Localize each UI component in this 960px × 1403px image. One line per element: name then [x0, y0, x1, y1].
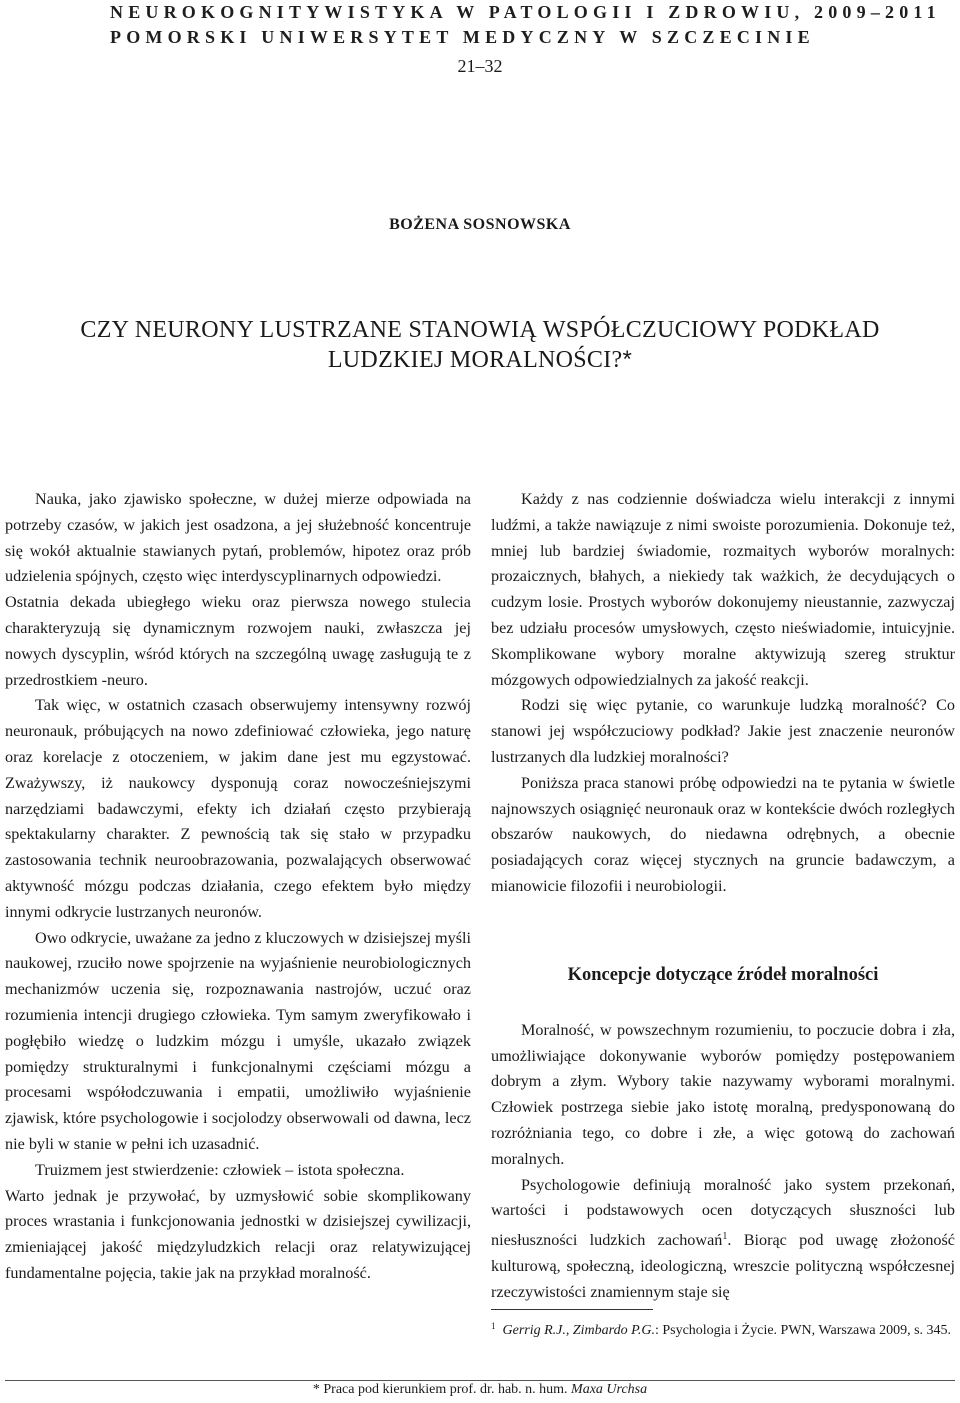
- right-column: [491, 487, 955, 1306]
- paragraph: Warto jednak je przywołać, by uzmysłowić sobie skomplikowany proces wrastania i funkcjonowania jednostki w dzisiejszej cywilizacji, zmieniającej jakość międzyludzkich relacji oraz relatywizującej fundamentalne pojęcia, takie jak na przykład moralność.: [5, 1186, 471, 1282]
- paragraph: Każdy z nas codziennie doświadcza wielu interakcji z innymi ludźmi, a także nawiązuje z nimi swoiste porozumienia. Dokonuje też, mniej lub bardziej świadomie, rozmaitych wyborów moralnych: prozaicznych, błahych, a niekiedy tak ważkich, że decydujących o cudzym losie. Prostych wyborów dokonujemy nieustannie, zazwyczaj bez udziału procesów umysłowych, często nieświadomie, intuicyjnie. Skomplikowane wybory moralne aktywizują szereg struktur mózgowych odpowiedzialnych za jakość reakcji.: [491, 490, 955, 689]
- page-range: 21–32: [457, 56, 503, 76]
- page-divider: [5, 1380, 955, 1381]
- footnote-divider: [491, 1309, 653, 1310]
- article-title-line-2-text: LUDZKIEJ MORALNOŚCI?: [327, 347, 623, 373]
- footnote-reference[interactable]: 1: [722, 1231, 728, 1243]
- paragraph: [491, 1173, 955, 1306]
- supervisor-note-prefix: * Praca pod kierunkiem prof. dr. hab. n. hum.: [312, 1382, 572, 1397]
- paragraph: Owo odkrycie, uważane za jedno z kluczowych w dzisiejszej myśli naukowej, rzuciło nowe spojrzenie na wyjaśnienie neurobiologicznych mechanizmów uczenia się, rozpoznawania nastrojów, uczuć oraz rozumienia intencji drugiego człowieka. Tym samym zweryfikowało i pogłębiło wiedzę o ludzkim mózgu i umyśle, ukazało związek pomiędzy strukturalnymi i funkcjonalnymi częściami mózgu a procesami współodczuwania i empatii, umożliwiło wyjaśnienie zjawisk, które psychologowie i socjolodzy obserwowali od dawna, lecz nie byli w stanie w pełni ich uzasadnić.: [5, 928, 472, 1153]
- paragraph: Nauka, jako zjawisko społeczne, w dużej mierze odpowiada na potrzeby czasów, w jakich jest osadzona, a jej służebność koncentruje się wokół aktualnie stawianych pytań, problemów, hipotez oraz prób udzielenia spójnych, często więc interdyscyplinarnych odpowiedzi.: [5, 490, 471, 586]
- supervisor-note: [0, 1382, 960, 1398]
- paragraph: Truizmem jest stwierdzenie: człowiek – istota społeczna.: [35, 1160, 405, 1179]
- footnote-authors: Gerrig R.J., Zimbardo P.G.: [502, 1323, 655, 1338]
- paragraph: Ostatnia dekada ubiegłego wieku oraz pierwsza nowego stulecia charakteryzują się dynamicznym rozwojem nauki, zwłaszcza jej nowych dyscyplin, wśród których na szczególną uwagę zasługują te z przedrostkiem -neuro.: [5, 593, 471, 689]
- paragraph: Poniższa praca stanowi próbę odpowiedzi na te pytania w świetle najnowszych osiągnięć neuronauk oraz w kontekście dwóch rozległych obszarów naukowych, do niedawna odrębnych, a obecnie posiadających coraz więcej stycznych na gruncie badawczym, a mianowicie filozofii i neurobiologii.: [491, 773, 955, 895]
- publisher-line: POMORSKI UNIWERSYTET MEDYCZNY W SZCZECINIE: [110, 27, 815, 47]
- journal-title: NEUROKOGNITYWISTYKA W PATOLOGII I ZDROWIU, 2009–2011: [110, 2, 941, 22]
- left-column: [5, 487, 471, 1287]
- paragraph: Tak więc, w ostatnich czasach obserwujemy intensywny rozwój neuronauk, próbujących na nowo zdefiniować człowieka, jego naturę oraz korelacje z otoczeniem, w jakim dane jest mu egzystować. Zważywszy, iż naukowcy dysponują coraz nowocześniejszymi narzędziami badawczymi, efekty ich działań często przybierają spektakularny charakter. Z pewnością tak się stało w przypadku zastosowania technik neuroobrazowania, pozwalających obserwować aktywność mózgu podczas działania, czego efektem było między innymi odkrycie lustrzanych neuronów.: [5, 696, 471, 921]
- supervisor-name: Maxa Urchsa: [571, 1382, 648, 1397]
- paragraph: Moralność, w powszechnym rozumieniu, to poczucie dobra i zła, umożliwiające dokonywanie wyborów pomiędzy postępowaniem dobrym a złym. Wybory takie nazywamy wyborami moralnymi. Człowiek postrzega siebie jako istotę moralną, predysponowaną do rozróżniania tego, co dobre i złe, a więc gotową do zachowań moralnych.: [491, 1020, 955, 1168]
- footnote-number: 1: [491, 1321, 496, 1331]
- author-name: BOŻENA SOSNOWSKA: [389, 216, 571, 233]
- section-heading: Koncepcje dotyczące źródeł moralności: [567, 964, 879, 985]
- article-title-line-1: CZY NEURONY LUSTRZANE STANOWIĄ WSPÓŁCZUCIOWY PODKŁAD: [80, 317, 880, 343]
- title-footnote-marker: *: [622, 346, 633, 373]
- article-title: [0, 315, 960, 375]
- paragraph-text: Psychologowie definiują moralność jako system przekonań, wartości i podstawowych ocen dotyczących słuszności lub niesłuszności ludzkich zachowań: [491, 1175, 955, 1250]
- paragraph: Rodzi się więc pytanie, co warunkuje ludzką moralność? Co stanowi jej współczuciowy podkład? Jakie jest znaczenie neuronów lustrzanych dla ludzkiej moralności?: [491, 696, 955, 766]
- article-title-line-2: [0, 345, 960, 375]
- footnote-text: : Psychologia i Życie. PWN, Warszawa 2009, s. 345.: [654, 1323, 952, 1338]
- footnote: [491, 1315, 955, 1342]
- paragraph-text: . Biorąc pod uwagę złożoność kulturową, społeczną, ideologiczną, wreszcie polityczną współczesnej rzeczywistości znamiennym staje się: [491, 1231, 955, 1301]
